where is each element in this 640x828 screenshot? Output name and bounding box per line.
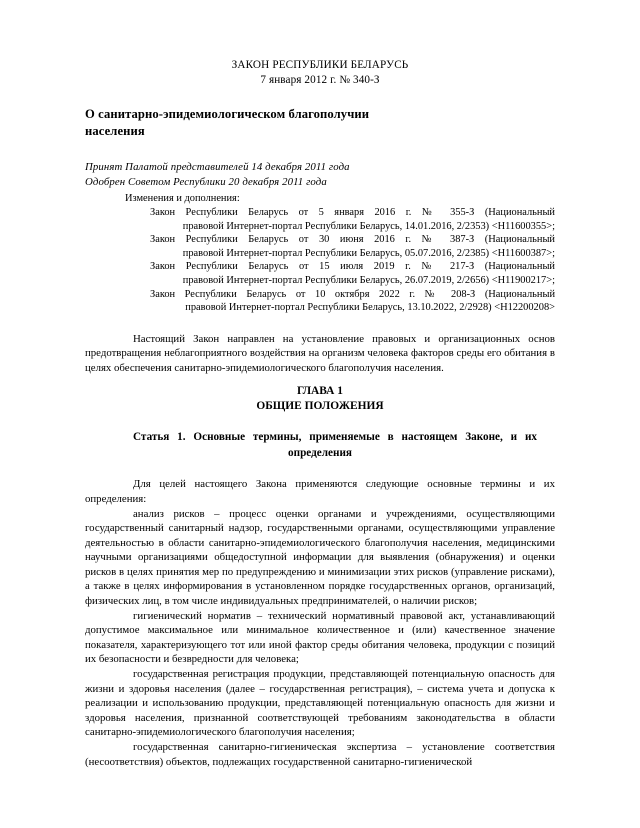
body-paragraph: государственная регистрация продукции, представляющей потенциальную опасность для жизни и здоровья населения (далее – государственная регистрация), – система учета и допуска к реализации и использованию продукции, представляющей потенциальную опасность для жизни и здоровья населения, признанной соответствующей требованиям законодательства в области санитарно-эпидемиологического благополучия населения; <box>85 668 555 739</box>
amendment-item <box>85 233 555 260</box>
amendment-source-line: правовой Интернет-портал Республики Беларусь, 26.07.2019, 2/2656) <H11900217>; <box>182 274 555 286</box>
amendment-source-line: правовой Интернет-портал Республики Беларусь, 14.01.2016, 2/2353) <H11600355>; <box>182 220 555 232</box>
amendments-heading: Изменения и дополнения: <box>125 193 240 204</box>
body-paragraph: Для целей настоящего Закона применяются следующие основные термины и их определения: <box>85 478 555 505</box>
amendment-source-line: правовой Интернет-портал Республики Беларусь, 05.07.2016, 2/2385) <H11600387>; <box>182 247 555 259</box>
chapter-name: ОБЩИЕ ПОЛОЖЕНИЯ <box>256 400 384 413</box>
article-title: Статья 1. Основные термины, применяемые в настоящем Законе, и их определения <box>133 431 537 459</box>
body-paragraph: анализ рисков – процесс оценки органами и учреждениями, осуществляющими государственный санитарный надзор, государственными органами, осуществляющими управление деятельностью в области санитарно-эпидемиологического благополучия населения, медицинскими научными организациями общедоступной информации для выявления (обнаружения) и оценки рисков в целях принятия мер по предупреждению и минимизации этих рисков (управление рисками), а также в целях информирования в установленном порядке государственных органов, организаций, физических лиц, в том числе индивидуальных предпринимателей, о наличии рисков; <box>85 507 555 608</box>
amendment-main-line: Закон Республики Беларусь от 15 июля 2019 г. № 217-З (Национальный <box>150 261 555 273</box>
amendment-item <box>85 206 555 233</box>
body-paragraph: государственная санитарно-гигиеническая экспертиза – установление соответствия (несоответствия) объектов, подлежащих государственной санитарно-гигиенической <box>85 741 555 768</box>
law-type-line: ЗАКОН РЕСПУБЛИКИ БЕЛАРУСЬ <box>231 59 409 71</box>
adoption-block <box>85 160 555 189</box>
document-header <box>85 58 555 88</box>
amendment-main-line: Закон Республики Беларусь от 5 января 2016 г. № 355-З (Национальный <box>150 207 555 218</box>
amendment-source-line: правовой Интернет-портал Республики Беларусь, 13.10.2022, 2/2928) <H12200208> <box>185 302 555 314</box>
body-paragraph: гигиенический норматив – технический нормативный правовой акт, устанавливающий допустимое максимальное или минимальное количественное и (или) качественное значение показателя, характеризующего тот или иной фактор среды обитания человека, продукции с позиций их безопасности и безвредности для человека; <box>85 609 555 666</box>
approved-by-council-line: Одобрен Советом Республики 20 декабря 2011 года <box>85 175 327 188</box>
document-title: О санитарно-эпидемиологическом благополучии населения <box>85 107 370 138</box>
amendment-item <box>85 260 555 287</box>
chapter-heading <box>85 384 555 414</box>
amendment-main-line: Закон Республики Беларусь от 10 октября 2022 г. № 208-З (Национальный <box>150 288 555 300</box>
amendments-list <box>85 206 555 315</box>
preamble-paragraph: Настоящий Закон направлен на установление правовых и организационных основ предотвращения неблагоприятного воздействия на организм человека факторов среды его обитания в целях обеспечения санитарно-эпидемиологического благополучия населения. <box>85 332 555 374</box>
amendment-main-line: Закон Республики Беларусь от 30 июня 2016 г. № 387-З (Национальный <box>150 234 555 246</box>
adopted-by-house-line: Принят Палатой представителей 14 декабря 2011 года <box>85 161 350 173</box>
amendment-item <box>85 288 555 315</box>
law-date-number-line: 7 января 2012 г. № 340-З <box>260 74 380 86</box>
chapter-number: ГЛАВА 1 <box>297 385 343 398</box>
